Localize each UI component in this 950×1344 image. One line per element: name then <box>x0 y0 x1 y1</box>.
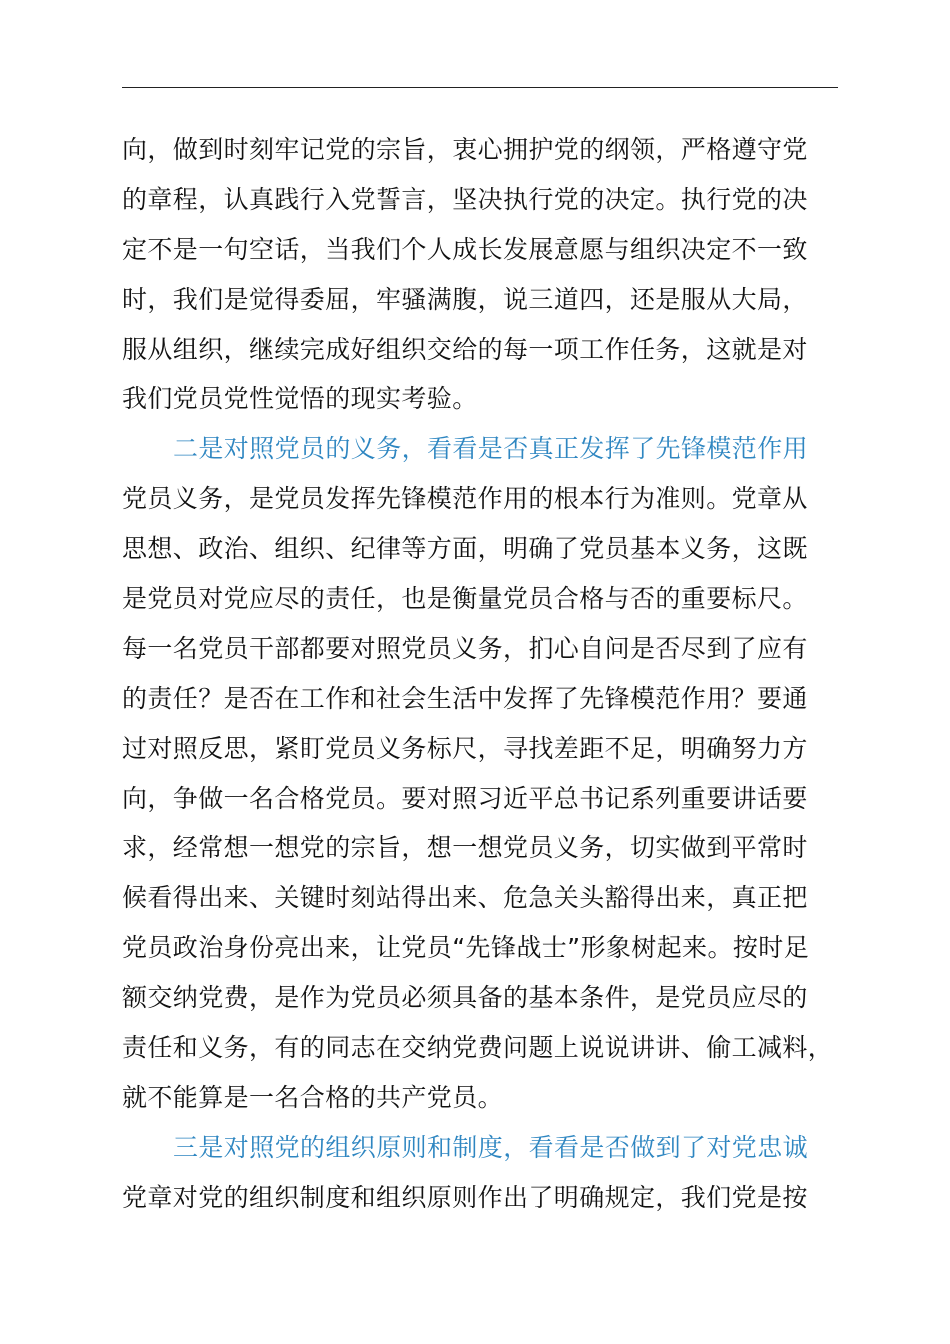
text-line: 党员政治身份亮出来，让党员“先锋战士”形象树起来。按时足 <box>122 933 810 963</box>
text-line: 思想、政治、组织、纪律等方面，明确了党员基本义务，这既 <box>122 534 808 564</box>
text-line: 每一名党员干部都要对照党员义务，扪心自问是否尽到了应有 <box>122 633 808 663</box>
text-line: 定不是一句空话，当我们个人成长发展意愿与组织决定不一致 <box>122 234 808 264</box>
text-line: 向，做到时刻牢记党的宗旨，衷心拥护党的纲领，严格遵守党 <box>122 135 808 164</box>
text-line: 的章程，认真践行入党誓言，坚决执行党的决定。执行党的决 <box>122 184 808 214</box>
text-line: 党员义务，是党员发挥先锋模范作用的根本行为准则。党章从 <box>122 484 808 514</box>
text-line: 过对照反思，紧盯党员义务标尺，寻找差距不足，明确努力方 <box>122 733 808 763</box>
text-line: 时，我们是觉得委屈，牢骚满腹，说三道四，还是服从大局， <box>122 284 808 314</box>
text-line: 服从组织，继续完成好组织交给的每一项工作任务，这就是对 <box>122 334 808 364</box>
text-line: 我们党员党性觉悟的现实考验。 <box>122 384 478 414</box>
section-heading: 二是对照党员的义务，看看是否真正发挥了先锋模范作用 <box>173 434 809 464</box>
text-line: 党章对党的组织制度和组织原则作出了明确规定，我们党是按 <box>122 1182 808 1212</box>
text-line: 就不能算是一名合格的共产党员。 <box>122 1082 504 1112</box>
text-line: 向，争做一名合格党员。要对照习近平总书记系列重要讲话要 <box>122 783 808 813</box>
section-heading: 三是对照党的组织原则和制度，看看是否做到了对党忠诚 <box>173 1132 809 1162</box>
text-line: 责任和义务，有的同志在交纳党费问题上说说讲讲、偷工减料， <box>122 1033 834 1063</box>
text-line: 候看得出来、关键时刻站得出来、危急关头豁得出来，真正把 <box>122 883 808 913</box>
text-line: 求，经常想一想党的宗旨，想一想党员义务，切实做到平常时 <box>122 833 808 863</box>
document-body <box>122 125 862 1223</box>
text-line: 额交纳党费，是作为党员必须具备的基本条件，是党员应尽的 <box>122 983 808 1013</box>
text-line: 的责任？是否在工作和社会生活中发挥了先锋模范作用？要通 <box>122 683 808 713</box>
header-rule <box>122 87 838 88</box>
text-line: 是党员对党应尽的责任，也是衡量党员合格与否的重要标尺。 <box>122 584 808 614</box>
